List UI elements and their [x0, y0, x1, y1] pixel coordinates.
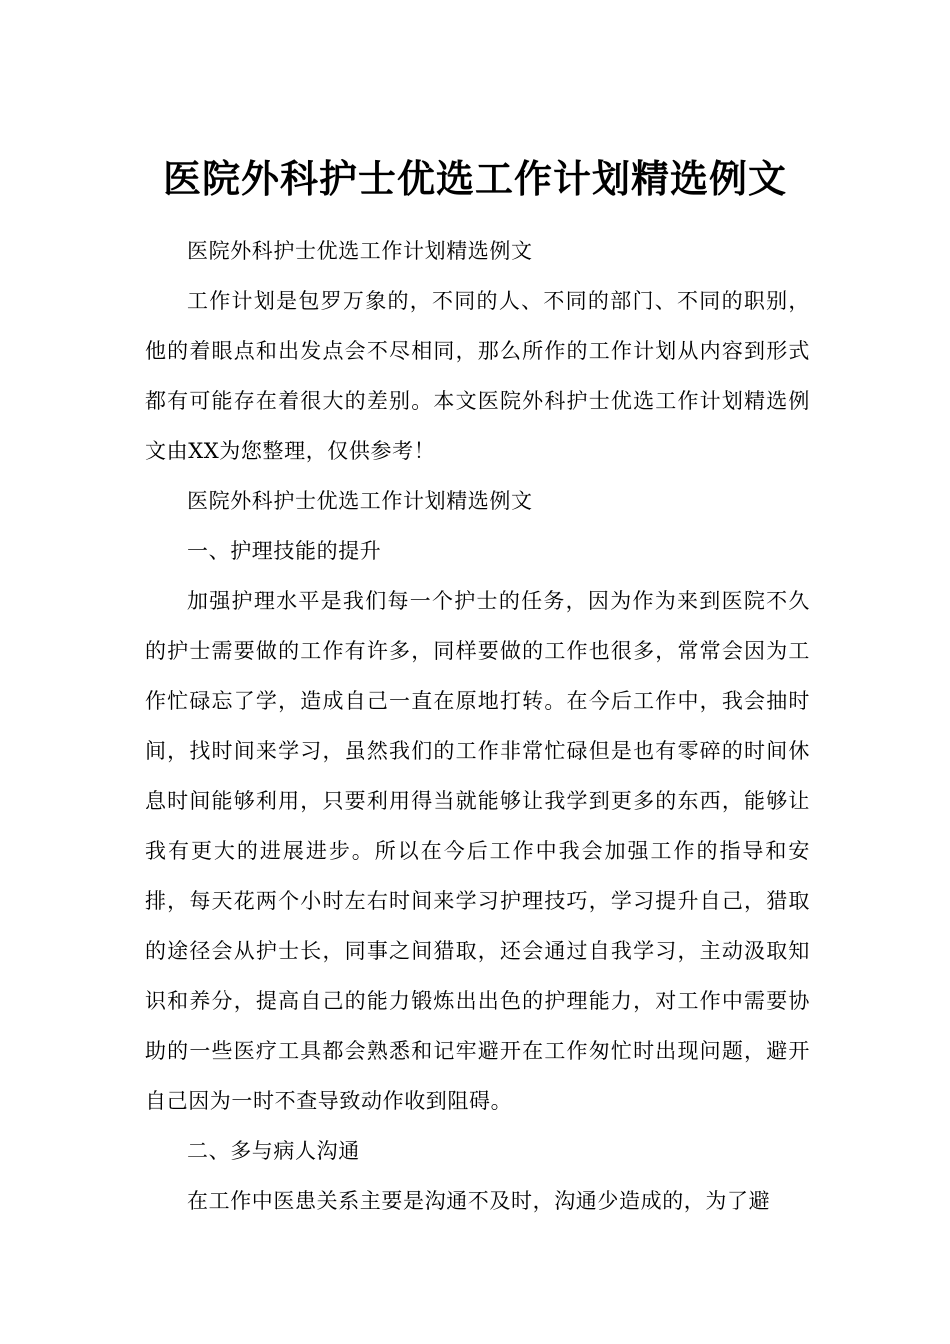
paragraph-subtitle-repeat: 医院外科护士优选工作计划精选例文	[187, 489, 533, 513]
paragraph-section-2: 在工作中医患关系主要是沟通不及时，沟通少造成的，为了避	[187, 1189, 771, 1213]
document-body	[145, 226, 810, 1226]
paragraph-intro: 工作计划是包罗万象的，不同的人、不同的部门、不同的职别，他的着眼点和出发点会不尽相同，那么所作的工作计划从内容到形式都有可能存在着很大的差别。本文医院外科护士优选工作计划精选例文由XX为您整理，仅供参考！	[145, 289, 810, 463]
document-title: 医院外科护士优选工作计划精选例文	[162, 157, 787, 202]
section-heading-1: 一、护理技能的提升	[187, 539, 382, 563]
paragraph-section-1: 加强护理水平是我们每一个护士的任务，因为作为来到医院不久的护士需要做的工作有许多，同样要做的工作也很多，常常会因为工作忙碌忘了学，造成自己一直在原地打转。在今后工作中，我会抽时间，找时间来学习，虽然我们的工作非常忙碌但是也有零碎的时间休息时间能够利用，只要利用得当就能够让我学到更多的东西，能够让我有更大的进展进步。所以在今后工作中我会加强工作的指导和安排，每天花两个小时左右时间来学习护理技巧，学习提升自己，猎取的途径会从护士长，同事之间猎取，还会通过自我学习，主动汲取知识和养分，提高自己的能力锻炼出出色的护理能力，对工作中需要协助的一些医疗工具都会熟悉和记牢避开在工作匆忙时出现问题，避开自己因为一时不查导致动作收到阻碍。	[145, 589, 810, 1113]
section-heading-2: 二、多与病人沟通	[187, 1139, 360, 1163]
paragraph-subtitle: 医院外科护士优选工作计划精选例文	[187, 239, 533, 263]
